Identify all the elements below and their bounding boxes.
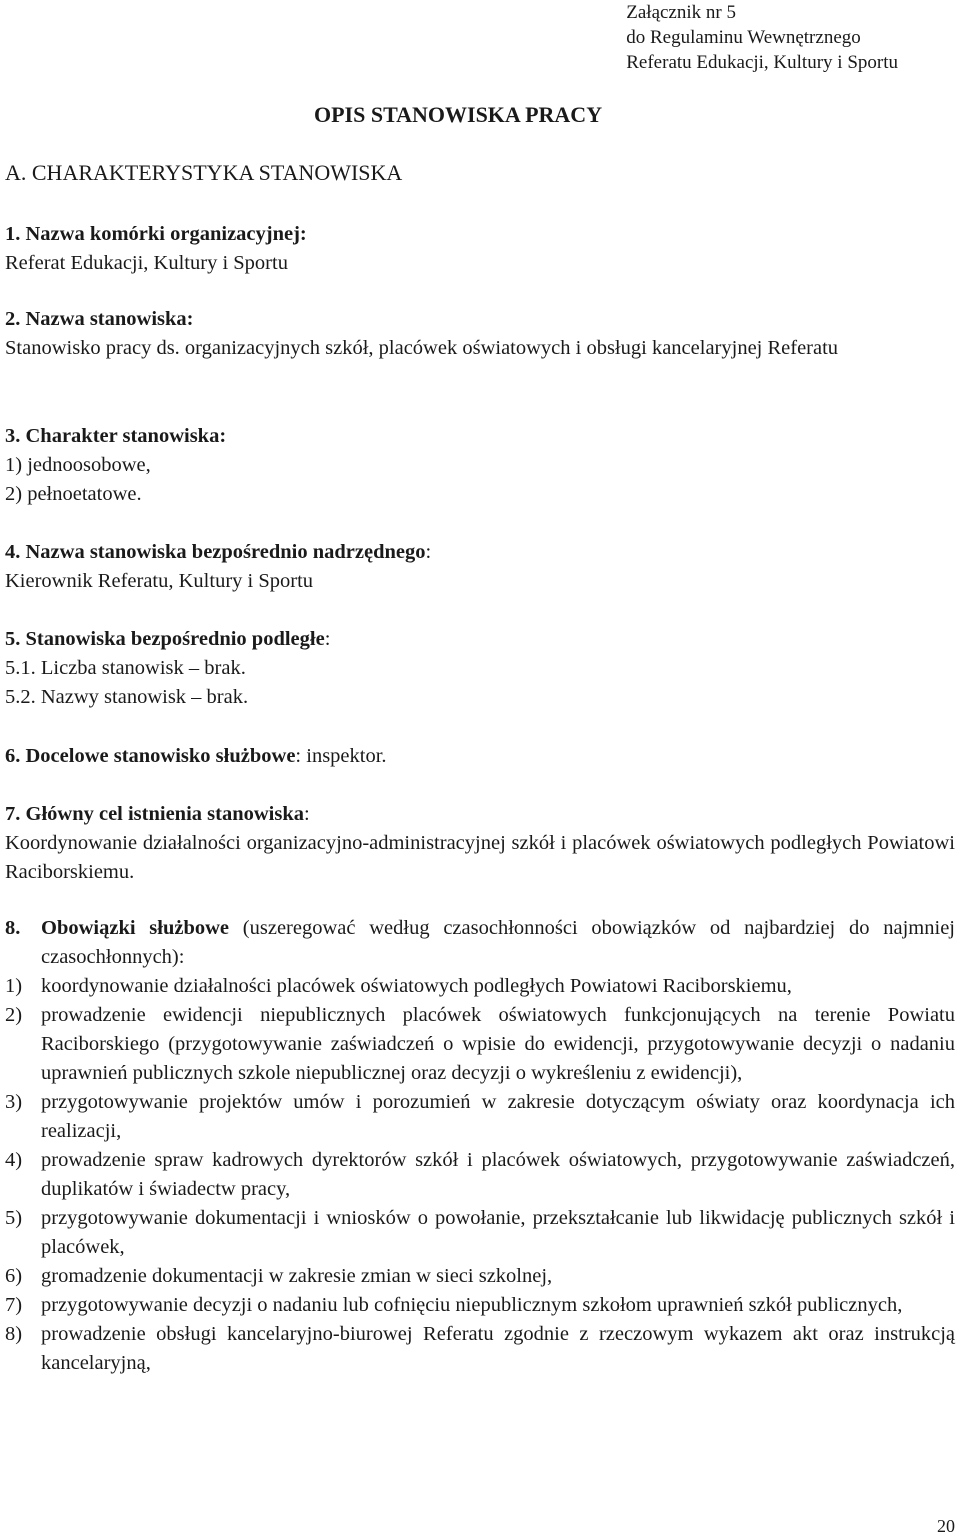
list-item-text: przygotowywanie decyzji o nadaniu lub cofnięciu niepublicznym szkołom uprawnień szkół publicznych, — [41, 1294, 903, 1316]
section-3-heading: 3. Charakter stanowiska: — [5, 425, 227, 447]
section-7-value: Koordynowanie działalności organizacyjno-administracyjnej szkół i placówek oświatowych podległych Powiatowi Raciborskiemu. — [5, 832, 955, 883]
list-item — [5, 1320, 955, 1378]
list-item-number: 8) — [5, 1323, 23, 1345]
section-8-intro-row — [5, 914, 955, 972]
section-5-item-2: 5.2. Nazwy stanowisk – brak. — [5, 686, 249, 708]
section-2 — [5, 305, 955, 363]
list-item-number: 1) — [5, 975, 23, 997]
attachment-header — [626, 0, 898, 75]
list-item-text: prowadzenie ewidencji niepublicznych placówek oświatowych funkcjonujących na terenie Powiatu Raciborskiego (przygotowywanie zaświadczeń o wpisie do ewidencji, przygotowywanie decyzji o nadaniu uprawnień publicznych szkole niepublicznej oraz decyzji o wykreśleniu z ewidencji), — [41, 1004, 955, 1084]
duties-list — [5, 972, 955, 1378]
section-8-heading: Obowiązki służbowe — [41, 917, 230, 939]
list-item-number: 7) — [5, 1294, 23, 1316]
section-5-heading: 5. Stanowiska bezpośrednio podległe — [5, 628, 325, 650]
list-item-text: gromadzenie dokumentacji w zakresie zmian w sieci szkolnej, — [41, 1265, 553, 1287]
section-2-value: Stanowisko pracy ds. organizacyjnych szkół, placówek oświatowych i obsługi kancelaryjnej Referatu — [5, 337, 839, 359]
section-6-heading: 6. Docelowe stanowisko służbowe — [5, 745, 296, 767]
section-4-heading: 4. Nazwa stanowiska bezpośrednio nadrzędnego — [5, 541, 426, 563]
section-1-heading: 1. Nazwa komórki organizacyjnej: — [5, 223, 307, 245]
header-line-3: Referatu Edukacji, Kultury i Sportu — [626, 52, 898, 73]
list-item-number: 3) — [5, 1091, 23, 1113]
section-5-item-1: 5.1. Liczba stanowisk – brak. — [5, 657, 246, 679]
section-6 — [5, 742, 955, 771]
section-8-intro: (uszeregować według czasochłonności obowiązków od najbardziej do najmniej czasochłonnych): — [41, 917, 955, 968]
section-1-value: Referat Edukacji, Kultury i Sportu — [5, 252, 288, 274]
list-item — [5, 1262, 955, 1291]
header-line-1: Załącznik nr 5 — [626, 2, 736, 23]
list-item — [5, 1146, 955, 1204]
list-item — [5, 1088, 955, 1146]
list-item-text: koordynowanie działalności placówek oświatowych podległych Powiatowi Raciborskiemu, — [41, 975, 792, 997]
section-6-value: : inspektor. — [295, 745, 387, 767]
section-5-colon: : — [324, 628, 331, 650]
list-item — [5, 1291, 955, 1320]
list-item-text: prowadzenie obsługi kancelaryjno-biurowej Referatu zgodnie z rzeczowym wykazem akt oraz instrukcją kancelaryjną, — [41, 1323, 955, 1374]
list-item — [5, 972, 955, 1001]
list-item — [5, 1204, 955, 1262]
list-item-number: 5) — [5, 1207, 23, 1229]
section-7-heading: 7. Główny cel istnienia stanowiska — [5, 803, 304, 825]
section-3-item-1: 1) jednoosobowe, — [5, 454, 151, 476]
list-item-number: 4) — [5, 1149, 23, 1171]
section-4-value: Kierownik Referatu, Kultury i Sportu — [5, 570, 314, 592]
page-number: 20 — [937, 1516, 955, 1536]
section-8-number: 8. — [5, 917, 21, 939]
section-7 — [5, 800, 955, 887]
section-7-colon: : — [304, 803, 310, 825]
section-a-heading: A. CHARAKTERYSTYKA STANOWISKA — [5, 160, 403, 185]
list-item — [5, 1001, 955, 1088]
section-2-heading: 2. Nazwa stanowiska: — [5, 308, 194, 330]
document-title: OPIS STANOWISKA PRACY — [314, 102, 603, 127]
list-item-text: prowadzenie spraw kadrowych dyrektorów szkół i placówek oświatowych, przygotowywanie zaświadczeń, duplikatów i świadectw pracy, — [41, 1149, 955, 1200]
section-3 — [5, 422, 955, 509]
list-item-number: 2) — [5, 1004, 23, 1026]
list-item-text: przygotowywanie projektów umów i porozumień w zakresie dotyczącym oświaty oraz koordynacja ich realizacji, — [41, 1091, 955, 1142]
section-5 — [5, 625, 955, 712]
header-line-2: do Regulaminu Wewnętrznego — [626, 27, 861, 48]
section-8 — [5, 914, 955, 1378]
list-item-text: przygotowywanie dokumentacji i wniosków o powołanie, przekształcanie lub likwidację publicznych szkół i placówek, — [41, 1207, 955, 1258]
list-item-number: 6) — [5, 1265, 23, 1287]
section-4 — [5, 538, 955, 596]
section-1 — [5, 220, 955, 278]
section-4-colon: : — [425, 541, 432, 563]
section-3-item-2: 2) pełnoetatowe. — [5, 483, 142, 505]
